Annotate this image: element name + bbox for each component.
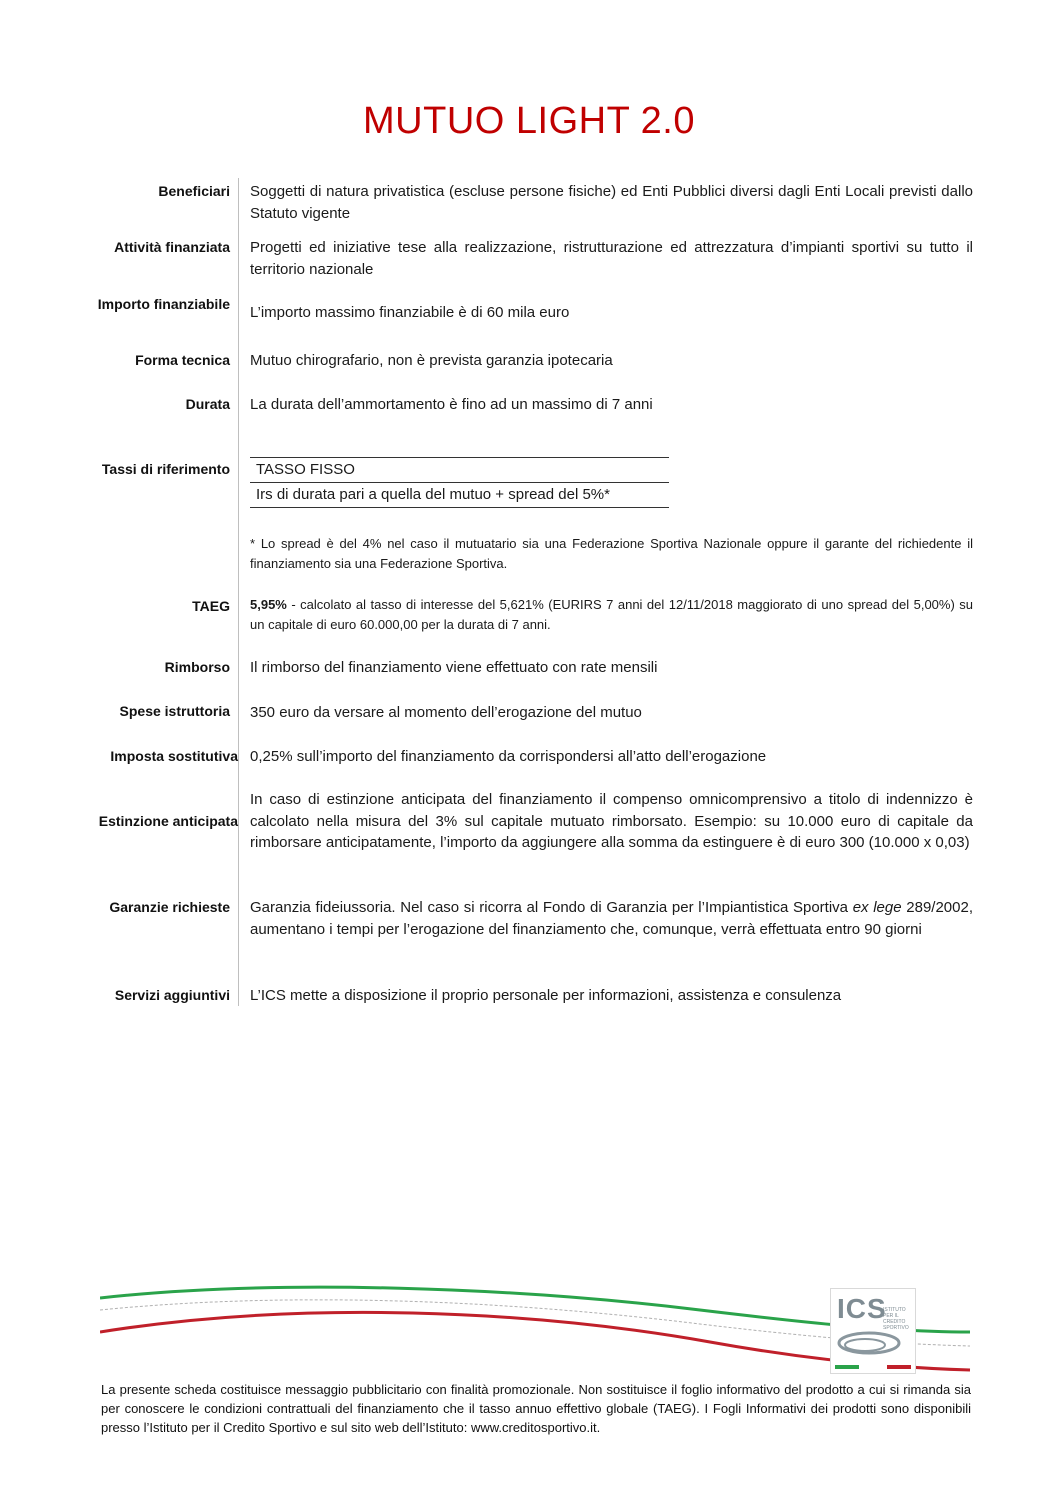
label-tassi-riferimento: Tassi di riferimento [101, 461, 230, 477]
text-estinzione-anticipata: In caso di estinzione anticipata del finanziamento il compenso omnicomprensivo a titolo di indennizzo è calcolato nella misura del 3% sul capitale mutuato rimborsato. Esempio: su 10.000 euro di capitale da rimborsare anticipatamente, l’importo da aggiungere alla somma da estinguere è di euro 300 (10.000 x 0,03) [250, 791, 973, 851]
rates-table [250, 457, 669, 508]
text-taeg [250, 595, 973, 635]
taeg-value: 5,95% [250, 597, 287, 612]
label-spese-istruttoria: Spese istruttoria [119, 703, 230, 719]
label-forma-tecnica: Forma tecnica [135, 352, 230, 368]
label-beneficiari: Beneficiari [158, 183, 230, 199]
text-beneficiari: Soggetti di natura privatistica (escluse persone fisiche) ed Enti Pubblici diversi dagli Enti Locali previsti dallo Statuto vigente [250, 183, 973, 222]
logo-text: ICS [837, 1293, 887, 1324]
rates-value: Irs di durata pari a quella del mutuo + spread del 5%* [256, 486, 610, 503]
logo-stripe-red [887, 1365, 911, 1369]
logo-subtitle: ISTITUTO PER IL CREDITO SPORTIVO [883, 1307, 909, 1331]
label-attivita-finanziata: Attività finanziata [114, 239, 230, 255]
footer-disclaimer: La presente scheda costituisce messaggio pubblicitario con finalità promozionale. Non sostituisce il foglio informativo del prodotto a cui si rimanda sia per conoscere le condizioni contrattuali del finanziamento che il tasso annuo effettivo globale (TAEG). I Fogli Informativi dei prodotti sono disponibili presso l’Istituto per il Credito Sportivo e sul sito web dell’Istituto: www.creditosportivo.it. [101, 1382, 971, 1435]
label-imposta-sostitutiva: Imposta sostitutiva [110, 748, 238, 764]
garanzie-text-a: Garanzia fideiussoria. Nel caso si ricorra al Fondo di Garanzia per l’Impiantistica Sportiva [250, 899, 853, 916]
garanzie-text-italic: ex lege [852, 899, 902, 916]
label-importo-finanziabile: Importo finanziabile [97, 296, 230, 312]
text-garanzie-richieste [250, 897, 973, 940]
text-rimborso: Il rimborso del finanziamento viene effettuato con rate mensili [250, 659, 658, 676]
text-attivita-finanziata: Progetti ed iniziative tese alla realizzazione, ristrutturazione ed attrezzatura d’impianti sportivi su tutto il territorio nazionale [250, 239, 973, 278]
page-title: MUTUO LIGHT 2.0 [363, 100, 695, 142]
logo-stripe-green [835, 1365, 859, 1369]
text-forma-tecnica: Mutuo chirografario, non è prevista garanzia ipotecaria [250, 352, 613, 369]
label-servizi-aggiuntivi: Servizi aggiuntivi [114, 987, 230, 1003]
garanzie-text-b: 289/2002, aumentano i tempi per l’erogazione del finanziamento che, comunque, verrà effettuata entro 90 giorni [250, 899, 974, 938]
text-servizi-aggiuntivi: L’ICS mette a disposizione il proprio personale per informazioni, assistenza e consulenza [250, 987, 842, 1004]
text-durata: La durata dell’ammortamento è fino ad un massimo di 7 anni [250, 396, 653, 413]
label-rimborso: Rimborso [164, 659, 230, 675]
rates-header: TASSO FISSO [250, 458, 669, 483]
logo-swoosh-icon [835, 1327, 911, 1359]
label-garanzie-richieste: Garanzie richieste [109, 899, 230, 915]
text-imposta-sostitutiva: 0,25% sull’importo del finanziamento da corrispondersi all’atto dell’erogazione [250, 748, 767, 765]
rates-note: * Lo spread è del 4% nel caso il mutuatario sia una Federazione Sportiva Nazionale oppure il garante del richiedente il finanziamento sia una Federazione Sportiva. [250, 536, 973, 571]
label-durata: Durata [185, 396, 230, 412]
label-taeg: TAEG [192, 598, 230, 614]
taeg-description: - calcolato al tasso di interesse del 5,621% (EURIRS 7 anni del 12/11/2018 maggiorato di uno spread del 5,00%) su un capitale di euro 60.000,00 per la durata di 7 anni. [250, 597, 973, 632]
label-estinzione-anticipata: Estinzione anticipata [98, 813, 238, 829]
ics-logo [830, 1288, 916, 1374]
column-divider [238, 178, 239, 1006]
text-spese-istruttoria: 350 euro da versare al momento dell’erogazione del mutuo [250, 704, 642, 721]
text-importo-finanziabile: L’importo massimo finanziabile è di 60 mila euro [250, 304, 570, 321]
